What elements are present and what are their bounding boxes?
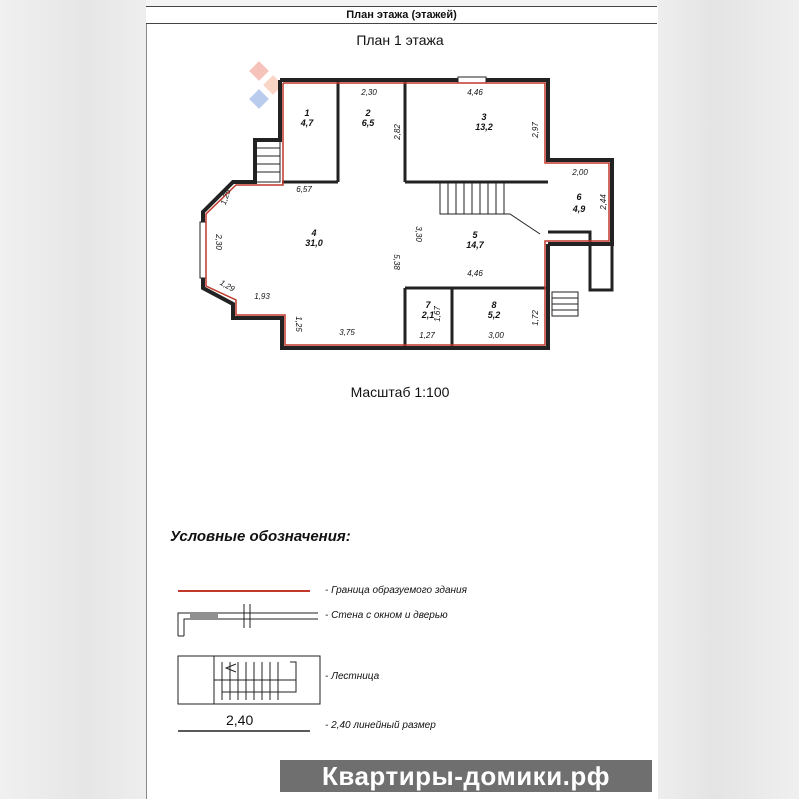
legend-sample-dimension: 2,40 (226, 712, 254, 728)
legend-staircase-symbol (178, 656, 320, 704)
dim-3-75: 3,75 (339, 328, 355, 337)
dim-1-25-bottom: 1,25 (294, 316, 303, 332)
room-2-number: 2 (365, 108, 371, 118)
dim-2-30-left: 2,30 (214, 234, 223, 250)
dim-5-38: 5,38 (392, 254, 401, 270)
legend-wall-symbol (178, 604, 318, 636)
dim-1-93: 1,93 (254, 292, 270, 301)
room-4-number: 4 (311, 228, 317, 238)
room-6-area: 4,9 (572, 204, 586, 214)
dim-3-00: 3,00 (488, 331, 504, 340)
legend-label-stairs: - Лестница (325, 671, 380, 682)
brand-watermark-footer: Квартиры-домики.рф (280, 760, 652, 792)
room-1-area: 4,7 (300, 118, 314, 128)
room-3-area: 13,2 (475, 122, 493, 132)
dim-1-72: 1,72 (531, 310, 540, 326)
dim-2-82: 2,82 (393, 124, 402, 140)
dim-2-00: 2,00 (572, 168, 588, 177)
document-header: План этажа (этажей) (146, 6, 657, 24)
dim-1-29: 1,29 (218, 278, 237, 294)
room-8-number: 8 (491, 300, 497, 310)
plan-scale: Масштаб 1:100 (350, 384, 450, 400)
legend-label-wall: - Стена с окном и дверью (325, 610, 448, 621)
room-8-area: 5,2 (487, 310, 501, 320)
dim-4-46-mid: 4,46 (467, 269, 483, 278)
dim-1-27: 1,27 (419, 331, 435, 340)
legend-title: Условные обозначения: (170, 528, 351, 545)
dim-1-67: 1,67 (433, 306, 442, 322)
legend-label-boundary: - Граница образуемого здания (325, 585, 467, 596)
legend-symbols (178, 591, 320, 731)
dim-4-46-top: 4,46 (467, 88, 483, 97)
dim-2-44: 2,44 (599, 194, 608, 210)
room-5-area: 14,7 (466, 240, 484, 250)
room-4-area: 31,0 (305, 238, 323, 248)
watermark-logo (249, 61, 283, 109)
dim-3-30: 3,30 (414, 226, 423, 242)
plan-title: План 1 этажа (356, 32, 444, 48)
dim-2-30-top: 2,30 (361, 88, 377, 97)
dim-6-57: 6,57 (296, 185, 312, 194)
room-3-number: 3 (481, 112, 487, 122)
room-5-number: 5 (472, 230, 478, 240)
legend-label-dimension: - 2,40 линейный размер (325, 720, 436, 731)
windows (200, 77, 486, 278)
room-7-area: 2,1 (421, 310, 435, 320)
interior-walls (282, 82, 612, 348)
exterior-walls (203, 80, 612, 348)
room-1-number: 1 (304, 108, 310, 118)
dim-1-25-left: 1,25 (218, 188, 233, 207)
room-6-number: 6 (576, 192, 582, 202)
dim-2-97: 2,97 (531, 122, 540, 138)
room-7-number: 7 (425, 300, 431, 310)
room-2-area: 6,5 (361, 118, 375, 128)
